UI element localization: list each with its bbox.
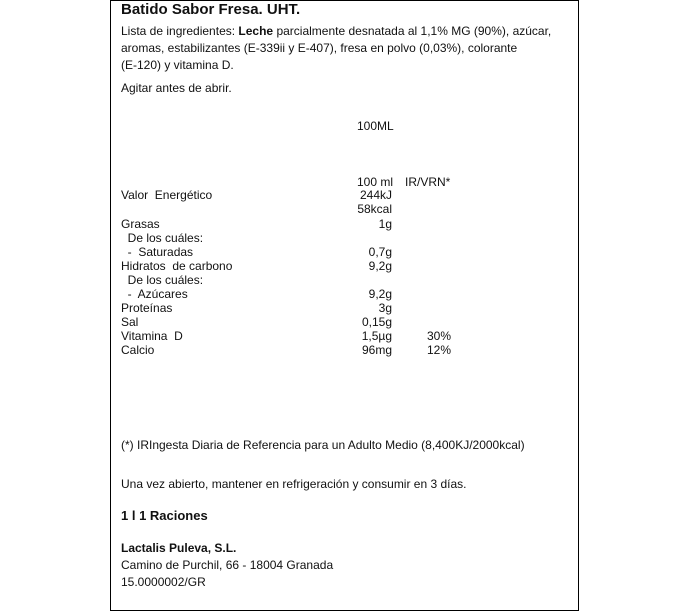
nutrition-label: De los cuáles: (121, 231, 204, 245)
table-header-per100: 100 ml (357, 175, 394, 189)
ingredients-prefix: Lista de ingredientes: (121, 24, 239, 38)
company-address: Camino de Purchil, 66 - 18004 Granada (121, 558, 334, 572)
nutrition-label: - Azúcares (121, 287, 188, 301)
nutrition-label: Grasas (121, 217, 160, 231)
nutrition-value: 58kcal (357, 202, 392, 216)
raciones: 1 l 1 Raciones (121, 508, 208, 523)
nutrition-label: Sal (121, 315, 139, 329)
ingredients-highlight: Leche (238, 24, 274, 38)
nutrition-label: De los cuáles: (121, 273, 204, 287)
nutrition-label: Proteínas (121, 301, 173, 315)
nutrition-value: 1,5µg (361, 329, 392, 343)
nutrition-ir: 30% (427, 329, 452, 343)
nutrition-ir: 12% (427, 343, 452, 357)
portion-header: 100ML (357, 119, 394, 133)
nutrition-label: Hidratos de carbono (121, 259, 233, 273)
nutrition-value: 9,2g (368, 259, 392, 273)
nutrition-value: 0,7g (368, 245, 392, 259)
ingredients-line-1 (121, 23, 551, 40)
nutrition-value: 244kJ (359, 188, 392, 202)
company-name: Lactalis Puleva, S.L. (121, 541, 237, 555)
nutrition-value: 3g (378, 301, 392, 315)
ingredients-block (121, 23, 551, 74)
nutrition-label: - Saturadas (121, 245, 194, 259)
nutrition-value: 96mg (361, 343, 392, 357)
nutrition-label: Valor Energético (121, 188, 213, 202)
shake-instruction: Agitar antes de abrir. (121, 81, 232, 95)
nutrition-value: 0,15g (361, 315, 392, 329)
nutrition-value: 9,2g (368, 287, 392, 301)
ingredients-line-2: aromas, estabilizantes (E-339ii y E-407), fresa en polvo (0,03%), colorante (121, 41, 518, 55)
storage-instruction: Una vez abierto, mantener en refrigeración y consumir en 3 días. (121, 477, 467, 491)
table-header-ir: IR/VRN* (405, 175, 451, 189)
company-code: 15.0000002/GR (121, 575, 206, 589)
ingredients-line-3: (E-120) y vitamina D. (121, 58, 234, 72)
product-title: Batido Sabor Fresa. UHT. (121, 1, 301, 18)
ingredients-line-1-rest: parcialmente desnatada al 1,1% MG (90%), azúcar, (273, 24, 552, 38)
nutrition-label: Vitamina D (121, 329, 183, 343)
nutrition-value: 1g (378, 217, 392, 231)
nutrition-label: Calcio (121, 343, 155, 357)
footnote: (*) IRIngesta Diaria de Referencia para un Adulto Medio (8,400KJ/2000kcal) (121, 438, 525, 452)
